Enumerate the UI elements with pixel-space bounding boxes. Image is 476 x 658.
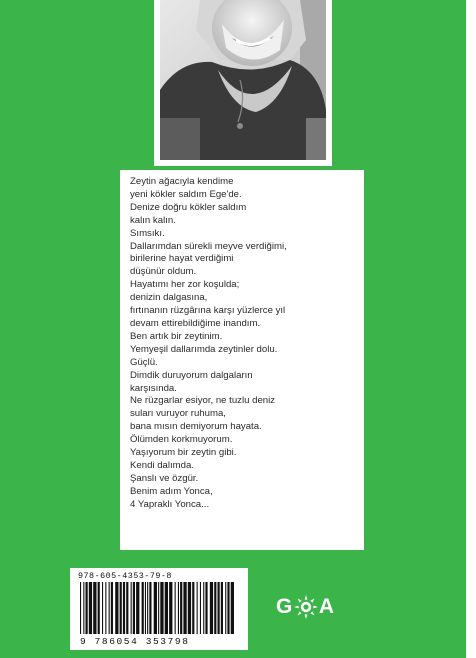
barcode-bar [221,582,223,634]
barcode-bar [169,582,172,634]
publisher-logo [276,594,335,620]
poem-line: 4 Yapraklı Yonca... [130,498,210,510]
barcode-bar [142,582,144,634]
barcode-bar [214,582,216,634]
barcode-bar [89,582,92,634]
poem-line: Şanslı ve özgür. [130,472,199,484]
poem-line: Kendi dalımda. [130,459,194,471]
sun-icon [294,595,318,619]
poem-line: fırtınanın rüzgârına karşı yüzlerce yıl [130,305,286,317]
barcode-bar [109,582,110,634]
barcode-bars [78,582,238,636]
barcode-bar [188,582,191,634]
barcode-bar [111,582,113,634]
poem-line: denizin dalgasına, [130,292,208,304]
back-cover-text-panel [120,170,364,550]
barcode-bar [203,582,204,634]
barcode-bar [183,582,186,634]
poem-line: Ne rüzgarlar esiyor, ne tuzlu deniz [130,395,276,407]
barcode-bar [205,582,207,634]
poem-line: birilerine hayat verdiğimi [130,253,234,265]
barcode-bar [98,582,100,634]
poem-line: Dimdik duruyorum dalgaların [130,369,253,381]
poem-line: Yemyeşil dallarımda zeytinler dolu. [130,343,278,355]
poem-line: karşısında. [130,382,177,394]
barcode-bar [80,582,81,634]
barcode-bar [120,582,122,634]
poem-line: düşünür oldum. [130,266,197,278]
barcode-bar [86,582,88,634]
poem-line: devam ettirebildiğime inandım. [130,317,261,329]
barcode-bar [160,582,163,634]
poem [130,176,287,512]
author-photo-frame [154,0,332,166]
barcode-bar [178,582,179,634]
isbn-barcode [70,568,248,650]
barcode-bar [145,582,146,634]
barcode-bar [131,582,132,634]
poem-line: Sımsıkı. [130,227,165,239]
barcode-bar [218,582,220,634]
barcode-bar [123,582,125,634]
ean-digits: 9 786054 353798 [80,636,190,647]
barcode-bar [225,582,226,634]
barcode-bar [158,582,159,634]
isbn-number: 978-605-4353-79-8 [78,571,172,581]
barcode-bar [83,582,84,634]
barcode-bar [227,582,229,634]
barcode-bar [115,582,118,634]
logo-letter-a: A [318,595,335,618]
poem-line: bana mısın demiyorum hayata. [130,421,262,433]
logo-letter-g: G [276,595,293,618]
barcode-bar [197,582,198,634]
barcode-bar [102,582,103,634]
poem-line: Yaşıyorum bir zeytin gibi. [130,447,237,459]
poem-line: Zeytin ağacıyla kendime [130,176,234,187]
barcode-bar [126,582,128,634]
poem-line: Denize doğru kökler saldım [130,201,247,213]
poem-line: Güçlü. [130,356,158,368]
barcode-bar [136,582,139,634]
barcode-bar [105,582,106,634]
poem-line: Dallarımdan sürekli meyve verdiğimi, [130,240,287,252]
poem-line: Benim adım Yonca, [130,485,213,497]
barcode-bar [175,582,176,634]
poem-line: yeni kökler saldım Ege'de. [130,188,242,200]
poem-line: Hayatımı her zor koşulda; [130,279,240,291]
barcode-bar [165,582,168,634]
barcode-bar [133,582,135,634]
barcode-bar [231,582,234,634]
poem-line: suları vuruyor ruhuma, [130,408,226,420]
barcode-bar [200,582,201,634]
barcode-bar [210,582,213,634]
barcode-bar [149,582,151,634]
author-photo [160,0,326,160]
poem-line: Ölümden korkmuyorum. [130,434,233,446]
barcode-bar [154,582,157,634]
barcode-bar [147,582,148,634]
barcode-bar [180,582,182,634]
barcode-bar [192,582,194,634]
poem-line: Ben artık bir zeytinim. [130,330,223,342]
barcode-bar [93,582,96,634]
poem-line: kalın kalın. [130,214,176,226]
